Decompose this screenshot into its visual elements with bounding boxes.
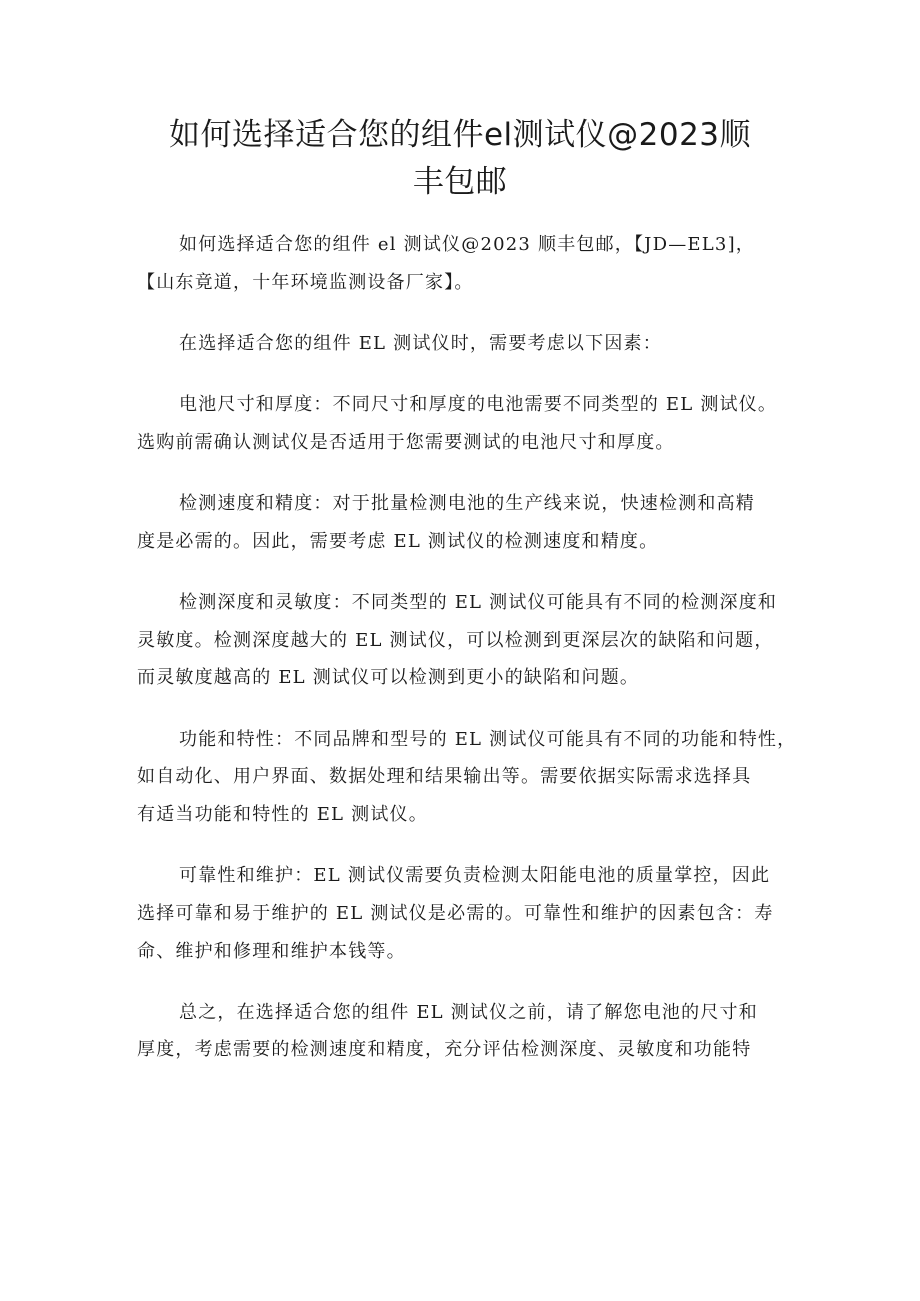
paragraph-line: 功能和特性：不同品牌和型号的 EL 测试仪可能具有不同的功能和特性， bbox=[179, 728, 797, 750]
paragraph-line: 灵敏度。检测深度越大的 EL 测试仪，可以检测到更深层次的缺陷和问题， bbox=[137, 629, 774, 651]
paragraph-line: 电池尺寸和厚度：不同尺寸和厚度的电池需要不同类型的 EL 测试仪。 bbox=[179, 394, 778, 416]
paragraph-speed-precision bbox=[137, 485, 797, 560]
paragraph-line: 检测深度和灵敏度：不同类型的 EL 测试仪可能具有不同的检测深度和 bbox=[179, 591, 778, 613]
paragraph-line: 选择可靠和易于维护的 EL 测试仪是必需的。可靠性和维护的因素包含：寿 bbox=[137, 902, 774, 924]
paragraph-line: 如何选择适合您的组件 el 测试仪@2023 顺丰包邮，【JD—EL3]， bbox=[179, 234, 755, 255]
paragraph-intro bbox=[137, 226, 797, 301]
paragraph-line: 选购前需确认测试仪是否适用于您需要测试的电池尺寸和厚度。 bbox=[137, 431, 675, 453]
paragraph-line: 总之，在选择适合您的组件 EL 测试仪之前，请了解您电池的尺寸和 bbox=[179, 1001, 758, 1023]
paragraph-line: 命、维护和修理和维护本钱等。 bbox=[137, 940, 406, 962]
paragraph-battery-size bbox=[137, 386, 797, 461]
document-body bbox=[137, 226, 797, 1093]
paragraph-reliability bbox=[137, 857, 797, 970]
paragraph-features bbox=[137, 721, 797, 834]
paragraph-line: 可靠性和维护：EL 测试仪需要负责检测太阳能电池的质量掌控，因此 bbox=[179, 865, 771, 887]
paragraph-line: 而灵敏度越高的 EL 测试仪可以检测到更小的缺陷和问题。 bbox=[137, 667, 640, 689]
paragraph-line: 检测速度和精度：对于批量检测电池的生产线来说，快速检测和高精 bbox=[179, 493, 755, 515]
paragraph-summary bbox=[137, 994, 797, 1069]
paragraph-factors-intro bbox=[137, 325, 797, 363]
paragraph-line: 度是必需的。因此，需要考虑 EL 测试仪的检测速度和精度。 bbox=[137, 530, 659, 552]
paragraph-line: 如自动化、用户界面、数据处理和结果输出等。需要依据实际需求选择具 bbox=[137, 766, 752, 788]
document-title bbox=[120, 112, 800, 206]
paragraph-line: 在选择适合您的组件 EL 测试仪时，需要考虑以下因素： bbox=[179, 332, 662, 354]
paragraph-line: 有适当功能和特性的 EL 测试仪。 bbox=[137, 803, 428, 825]
paragraph-line: 【山东竟道，十年环境监测设备厂家】。 bbox=[137, 271, 474, 293]
paragraph-line: 厚度，考虑需要的检测速度和精度，充分评估检测深度、灵敏度和功能特 bbox=[137, 1039, 752, 1061]
paragraph-depth-sensitivity bbox=[137, 584, 797, 697]
title-line: 如何选择适合您的组件el测试仪@2023顺 bbox=[168, 117, 752, 153]
title-line: 丰包邮 bbox=[412, 164, 508, 200]
